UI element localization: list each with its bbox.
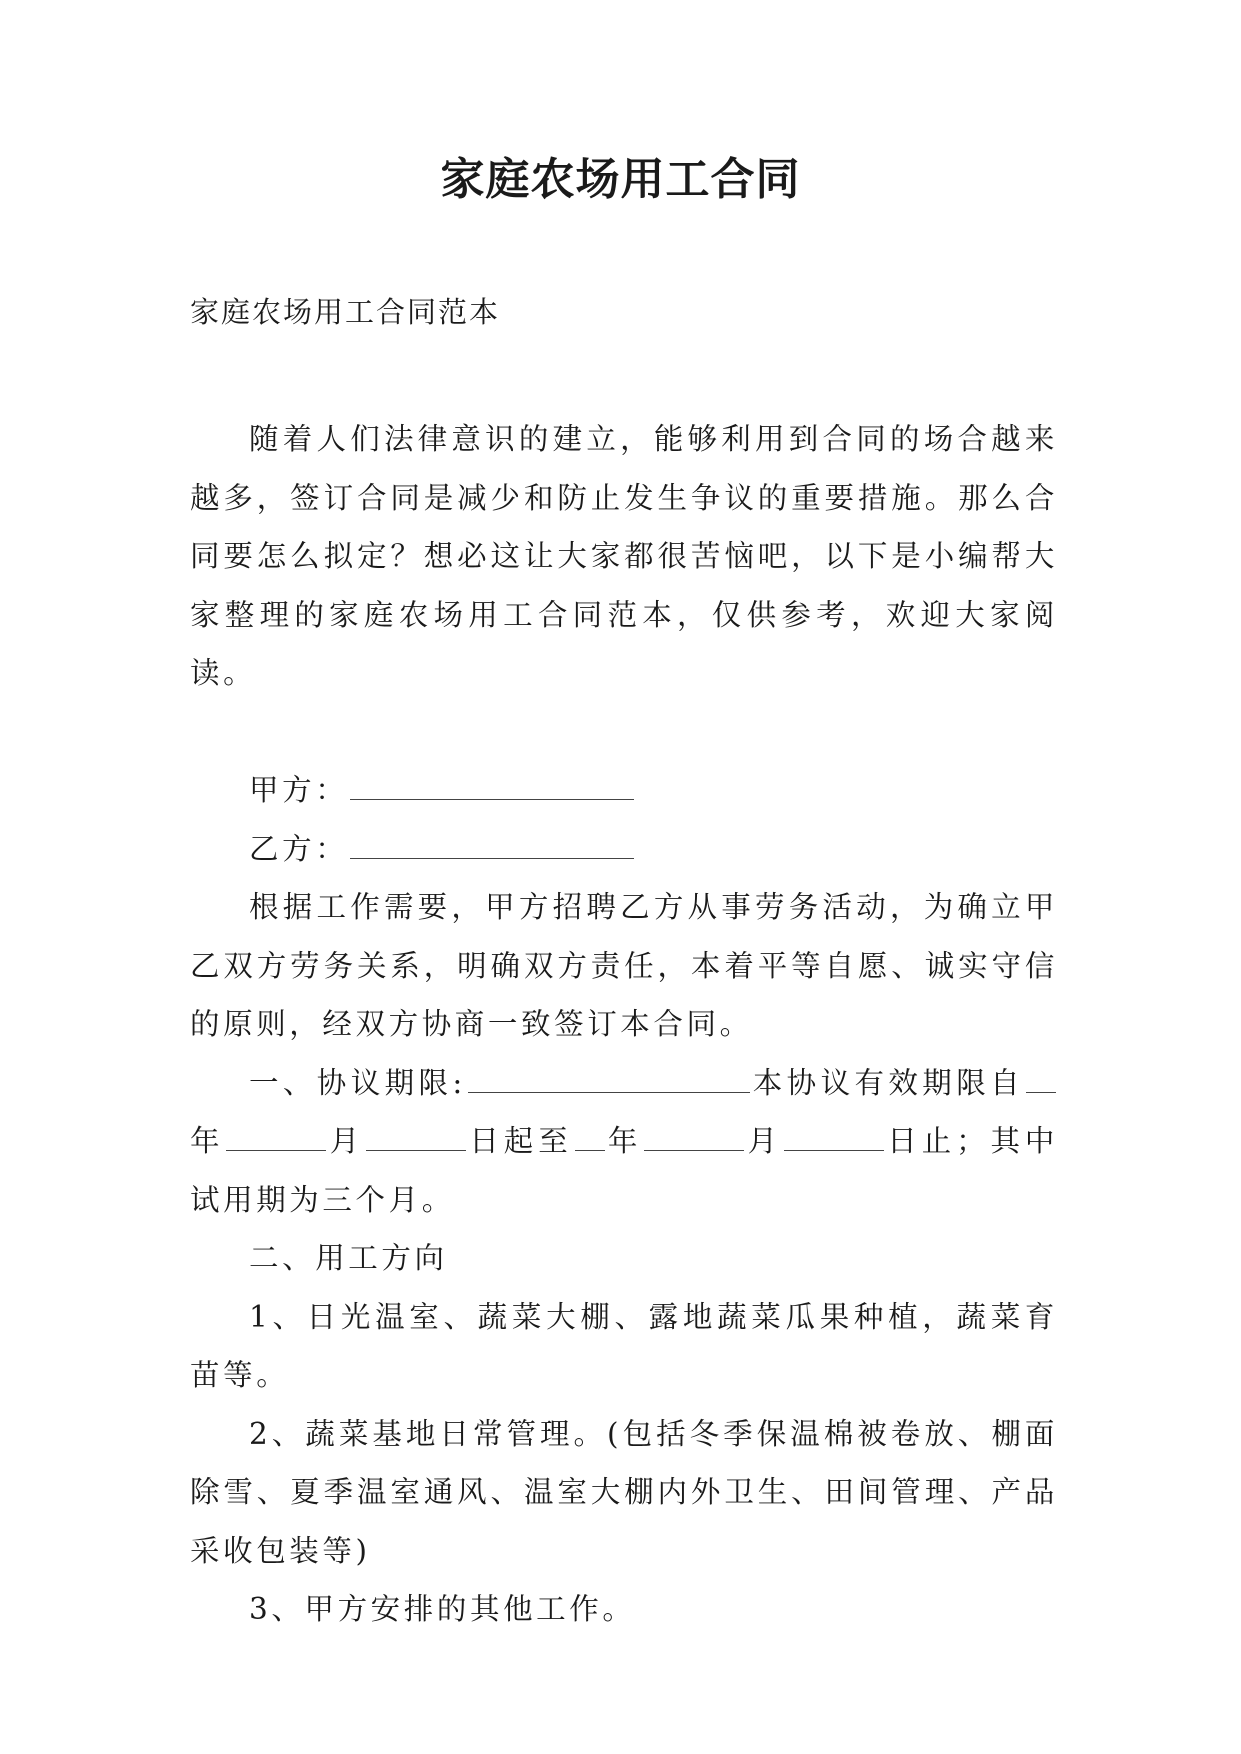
term-paragraph <box>190 1054 1058 1230</box>
term-text-1: 本协议有效期限自 <box>751 1065 1024 1100</box>
term-day-from: 日起至 <box>468 1124 573 1158</box>
start-month-blank <box>226 1121 326 1152</box>
term-blank <box>468 1062 750 1093</box>
term-heading: 一、协议期限: <box>249 1065 466 1100</box>
start-day-blank <box>366 1121 466 1152</box>
document-title: 家庭农场用工合同 <box>440 154 801 205</box>
party-a-label: 甲方： <box>249 773 349 807</box>
end-year-blank <box>575 1121 605 1152</box>
party-a-line <box>190 761 1058 820</box>
document-body <box>190 410 1058 1639</box>
party-a-blank <box>350 770 634 801</box>
end-day-blank <box>784 1121 884 1152</box>
intro-paragraph: 随着人们法律意识的建立，能够利用到合同的场合越来越多，签订合同是减少和防止发生争议的重要措施。那么合同要怎么拟定？想必这让大家都很苦恼吧，以下是小编帮大家整理的家庭农场用工合同范本，仅供参考，欢迎大家阅读。 <box>190 422 1058 690</box>
term-month-1: 月 <box>328 1124 365 1158</box>
term-year-2: 年 <box>606 1124 643 1158</box>
list-item: 3、甲方安排的其他工作。 <box>249 1592 636 1626</box>
document-subtitle: 家庭农场用工合同范本 <box>190 295 501 329</box>
term-year-1: 年 <box>190 1124 225 1158</box>
party-b-blank <box>350 828 634 859</box>
section-2-heading: 二、用工方向 <box>249 1241 448 1275</box>
start-year-blank <box>1026 1062 1056 1093</box>
list-item: 2、蔬菜基地日常管理。(包括冬季保温棉被卷放、棚面除雪、夏季温室通风、温室大棚内外卫生、田间管理、产品采收包装等) <box>190 1416 1058 1568</box>
preamble-paragraph: 根据工作需要，甲方招聘乙方从事劳务活动，为确立甲乙双方劳务关系，明确双方责任，本着平等自愿、诚实守信的原则，经双方协商一致签订本合同。 <box>190 890 1058 1041</box>
party-b-line <box>190 820 1058 879</box>
list-item: 1、日光温室、蔬菜大棚、露地蔬菜瓜果种植，蔬菜育苗等。 <box>190 1299 1058 1392</box>
end-month-blank <box>644 1121 744 1152</box>
party-b-label: 乙方： <box>249 831 349 866</box>
term-day-to: 日止；其中试用期为三个月。 <box>190 1124 1058 1217</box>
term-month-2: 月 <box>746 1124 782 1158</box>
